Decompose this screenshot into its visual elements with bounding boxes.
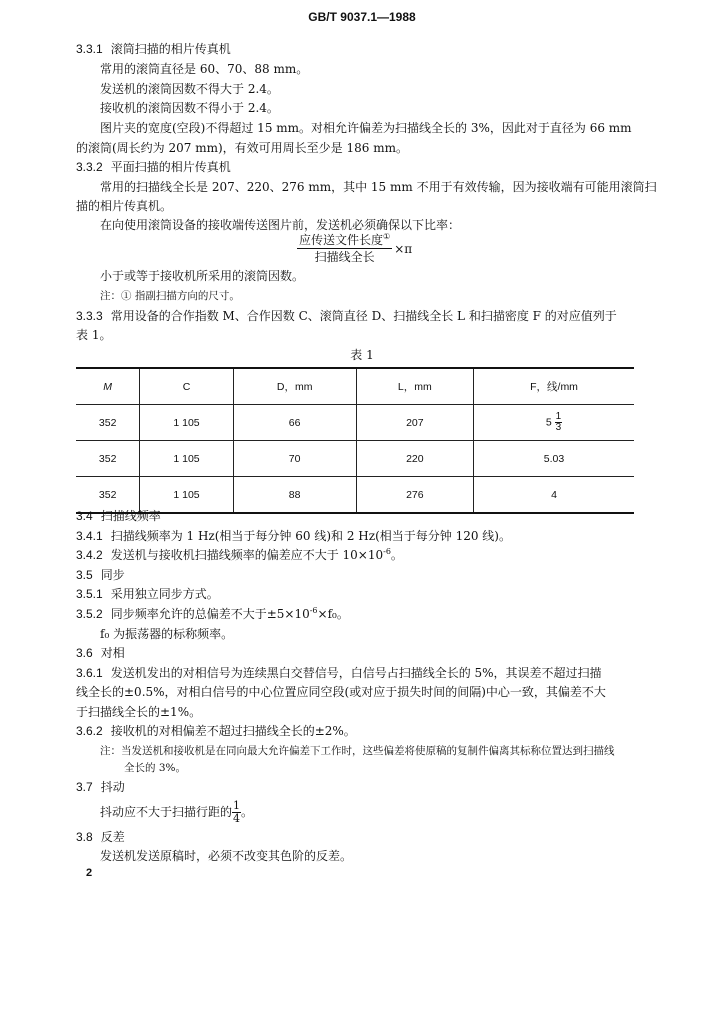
paragraph: 采用独立同步方式。	[110, 587, 219, 601]
table-title: 表 1	[350, 348, 374, 362]
paragraph: 在向使用滚筒设备的接收端传送图片前，发送机必须确保以下比率：	[100, 218, 461, 232]
exponent: -6	[383, 547, 391, 556]
footnote: 注：① 指副扫描方向的尺寸。	[100, 290, 240, 302]
quarter-fraction	[232, 800, 241, 825]
clause-3-6-2	[76, 724, 356, 738]
section-heading-3-3-3	[76, 309, 617, 323]
clause-3-5-1	[76, 587, 219, 601]
paragraph: 常用的滚筒直径是 60、70、88 mm。	[100, 62, 309, 76]
table-row	[76, 441, 634, 477]
section-heading-3-5	[76, 568, 125, 582]
table-cell: 207	[356, 405, 473, 441]
mixed-fraction	[555, 412, 563, 433]
table-header-row	[76, 368, 634, 405]
table-cell: 4	[474, 477, 634, 514]
section-heading-3-8	[76, 830, 125, 844]
section-title: 滚筒扫描的相片传真机	[110, 42, 231, 56]
clause-3-4-1	[76, 529, 511, 543]
section-number: 3.4.2	[76, 548, 103, 562]
fraction-denominator: 3	[555, 422, 562, 433]
clause-3-4-2	[76, 548, 403, 562]
paragraph: 同步频率允许的总偏差不大于±5×10	[110, 607, 310, 621]
section-number: 3.5.2	[76, 607, 103, 621]
table-cell: 1 105	[140, 477, 233, 514]
column-header: F，线/mm	[474, 368, 634, 405]
paragraph: 常用设备的合作指数 M、合作因数 C、滚筒直径 D、扫描线全长 L 和扫描密度 F 的对应值列于	[110, 309, 617, 323]
clause-3-5-2	[76, 607, 349, 621]
paragraph: 发送机的滚筒因数不得大于 2.4。	[100, 82, 279, 96]
paragraph: 发送机与接收机扫描线频率的偏差应不大于 10×10	[110, 548, 384, 562]
table-1	[76, 367, 634, 514]
table-cell	[474, 405, 634, 441]
table-cell: 1 105	[140, 441, 233, 477]
column-header: C	[140, 368, 233, 405]
section-number: 3.4	[76, 509, 93, 523]
table-cell: 66	[233, 405, 356, 441]
paragraph: 的滚筒(周长约为 207 mm)，有效可用周长至少是 186 mm。	[76, 141, 408, 155]
table-cell: 1 105	[140, 405, 233, 441]
section-number: 3.5	[76, 568, 93, 582]
punctuation: 。	[241, 805, 254, 819]
paragraph: 表 1。	[76, 328, 112, 342]
paragraph: 发送机发出的对相信号为连续黑白交替信号，白信号占扫描线全长的 5%，其误差不超过扫描	[110, 666, 602, 680]
formula-multiplier: ×π	[394, 241, 413, 256]
section-number: 3.3.2	[76, 160, 103, 174]
ratio-formula	[297, 233, 412, 264]
table-cell: 220	[356, 441, 473, 477]
section-number: 3.7	[76, 780, 93, 794]
column-header: M	[76, 368, 140, 405]
section-number: 3.6	[76, 646, 93, 660]
running-header: GB/T 9037.1—1988	[308, 10, 416, 24]
section-heading-3-6	[76, 646, 125, 660]
section-title: 抖动	[100, 780, 125, 794]
table-cell: 88	[233, 477, 356, 514]
table-cell: 70	[233, 441, 356, 477]
column-header: D，mm	[233, 368, 356, 405]
section-number: 3.4.1	[76, 529, 103, 543]
exponent: -6	[309, 606, 318, 615]
section-number: 3.8	[76, 830, 93, 844]
paragraph: 发送机发送原稿时，必须不改变其色阶的反差。	[100, 849, 353, 863]
table-cell: 352	[76, 405, 140, 441]
formula-denominator: 扫描线全长	[314, 250, 375, 264]
paragraph: 抖动应不大于扫描行距的	[100, 805, 233, 819]
section-number: 3.5.1	[76, 587, 103, 601]
paragraph: 小于或等于接收机所采用的滚筒因数。	[100, 269, 305, 283]
table-row	[76, 477, 634, 514]
section-number: 3.3.3	[76, 309, 103, 323]
fraction-denominator: 4	[233, 812, 241, 825]
section-heading-3-3-1	[76, 42, 231, 56]
section-heading-3-7	[76, 780, 125, 794]
column-header: L，mm	[356, 368, 473, 405]
clause-3-6-1	[76, 666, 602, 680]
paragraph: 于扫描线全长的±1%。	[76, 705, 202, 719]
fraction-numerator: 1	[555, 411, 562, 422]
section-title: 平面扫描的相片传真机	[110, 160, 231, 174]
paragraph: 扫描线频率为 1 Hz(相当于每分钟 60 线)和 2 Hz(相当于每分钟 120 线)。	[110, 529, 511, 543]
paragraph: 线全长的±0.5%，对相白信号的中心位置应同空段(或对应于损失时间的间隔)中心一致，其偏差不大	[76, 685, 606, 699]
section-number: 3.3.1	[76, 42, 103, 56]
punctuation: 。	[390, 548, 403, 562]
formula-fraction	[297, 233, 392, 264]
section-number: 3.6.1	[76, 666, 103, 680]
section-number: 3.6.2	[76, 724, 103, 738]
section-title: 同步	[100, 568, 125, 582]
paragraph: 图片夹的宽度(空段)不得超过 15 mm。对相允许偏差为扫描线全长的 3%，因此对于直径为 66 mm	[100, 121, 632, 135]
section-title: 扫描线频率	[100, 509, 161, 523]
table-cell: 276	[356, 477, 473, 514]
table-row	[76, 405, 634, 441]
section-title: 对相	[100, 646, 125, 660]
formula-numerator: 应传送文件长度①	[299, 232, 391, 247]
paragraph: 常用的扫描线全长是 207、220、276 mm，其中 15 mm 不用于有效传输，因为接收端有可能用滚筒扫	[100, 180, 657, 194]
paragraph: 描的相片传真机。	[76, 199, 173, 213]
page-number: 2	[86, 867, 93, 879]
paragraph: 接收机的对相偏差不超过扫描线全长的±2%。	[110, 724, 356, 738]
note: 注：当发送机和接收机是在同向最大允许偏差下工作时，这些偏差将使原稿的复制件偏离其标称位置达到扫描线	[100, 745, 615, 757]
fraction-numerator: 1	[233, 799, 241, 812]
mixed-fraction-whole: 5	[545, 416, 552, 429]
formula-tail: ×f₀。	[317, 607, 349, 621]
paragraph-jitter	[100, 799, 253, 825]
section-heading-3-3-2	[76, 160, 231, 174]
table-cell: 352	[76, 441, 140, 477]
note: 全长的 3%。	[124, 762, 186, 774]
table-cell: 352	[76, 477, 140, 514]
table-cell: 5.03	[474, 441, 634, 477]
section-title: 反差	[100, 830, 125, 844]
paragraph: f₀ 为振荡器的标称频率。	[100, 627, 234, 641]
section-heading-3-4	[76, 509, 161, 523]
paragraph: 接收机的滚筒因数不得小于 2.4。	[100, 101, 279, 115]
